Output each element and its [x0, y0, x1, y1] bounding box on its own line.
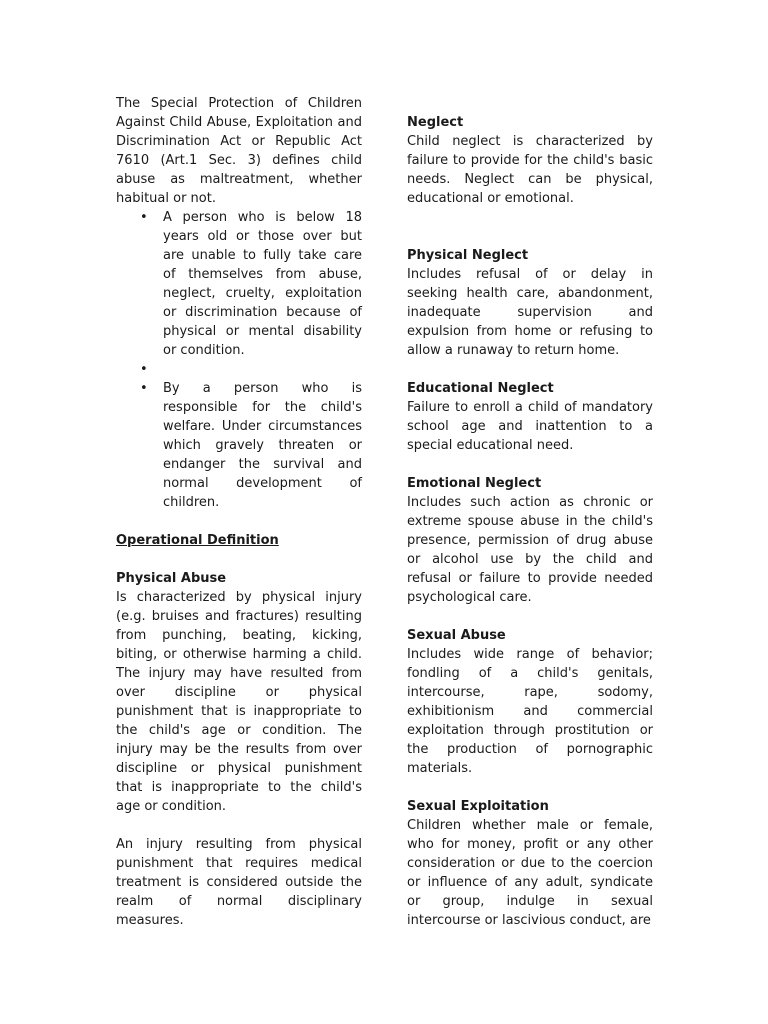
educational-neglect-text: Failure to enroll a child of mandatory school age and inattention to a special educational need.: [407, 400, 653, 453]
neglect-heading: Neglect: [407, 115, 464, 130]
bullet-item: • A person who is below 18 years old or those over but are unable to fully take care of themselves from abuse, neglect, cruelty, exploitation or discrimination because of physical or mental disability or condition.: [163, 208, 362, 360]
right-column: [407, 113, 653, 930]
sexual-exploitation-heading: Sexual Exploitation: [407, 799, 549, 814]
spacer: [407, 607, 653, 626]
spacer: [407, 208, 653, 246]
physical-neglect-text: Includes refusal of or delay in seeking health care, abandonment, inadequate supervision and expulsion from home or refusing to allow a runaway to return home.: [407, 267, 653, 358]
neglect-text: Child neglect is characterized by failure to provide for the child's basic needs. Neglect can be physical, educational or emotional.: [407, 134, 653, 206]
emotional-neglect-text: Includes such action as chronic or extreme spouse abuse in the child's presence, permission of drug abuse or alcohol use by the child and refusal or failure to provide needed psychological care.: [407, 495, 653, 605]
spacer: [407, 455, 653, 474]
spacer: [407, 778, 653, 797]
educational-neglect-heading: Educational Neglect: [407, 381, 554, 396]
operational-definition-heading: Operational Definition: [116, 533, 279, 548]
left-column: [116, 94, 362, 930]
spacer: [116, 816, 362, 835]
spacer: [116, 512, 362, 531]
physical-abuse-heading: Physical Abuse: [116, 571, 227, 586]
emotional-neglect-heading: Emotional Neglect: [407, 476, 542, 491]
spacer: [116, 550, 362, 569]
physical-neglect-heading: Physical Neglect: [407, 248, 529, 263]
intro-paragraph: The Special Protection of Children Against Child Abuse, Exploitation and Discrimination Act or Republic Act 7610 (Art.1 Sec. 3) defines child abuse as maltreatment, whether habitual or not.: [116, 96, 362, 206]
sexual-abuse-heading: Sexual Abuse: [407, 628, 506, 643]
sexual-exploitation-text: Children whether male or female, who for money, profit or any other consideration or due to the coercion or influence of any adult, syndicate or group, indulge in sexual intercourse or lascivious conduct, are: [407, 818, 653, 928]
sexual-abuse-text: Includes wide range of behavior; fondling of a child's genitals, intercourse, rape, sodomy, exhibitionism and commercial exploitation through prostitution or the production of pornographic materials.: [407, 647, 653, 776]
spacer: [407, 360, 653, 379]
physical-abuse-text: Is characterized by physical injury (e.g. bruises and fractures) resulting from punching, beating, kicking, biting, or otherwise harming a child. The injury may have resulted from over discipline or physical punishment that is inappropriate to the child's age or condition. The injury may be the results from over discipline or physical punishment that is inappropriate to the child's age or condition.: [116, 590, 362, 814]
bullet-item: • By a person who is responsible for the child's welfare. Under circumstances which gravely threaten or endanger the survival and normal development of children.: [163, 379, 362, 512]
injury-paragraph: An injury resulting from physical punishment that requires medical treatment is considered outside the realm of normal disciplinary measures.: [116, 837, 362, 928]
spacer: [163, 360, 362, 379]
definition-bullet-list: [116, 208, 362, 512]
